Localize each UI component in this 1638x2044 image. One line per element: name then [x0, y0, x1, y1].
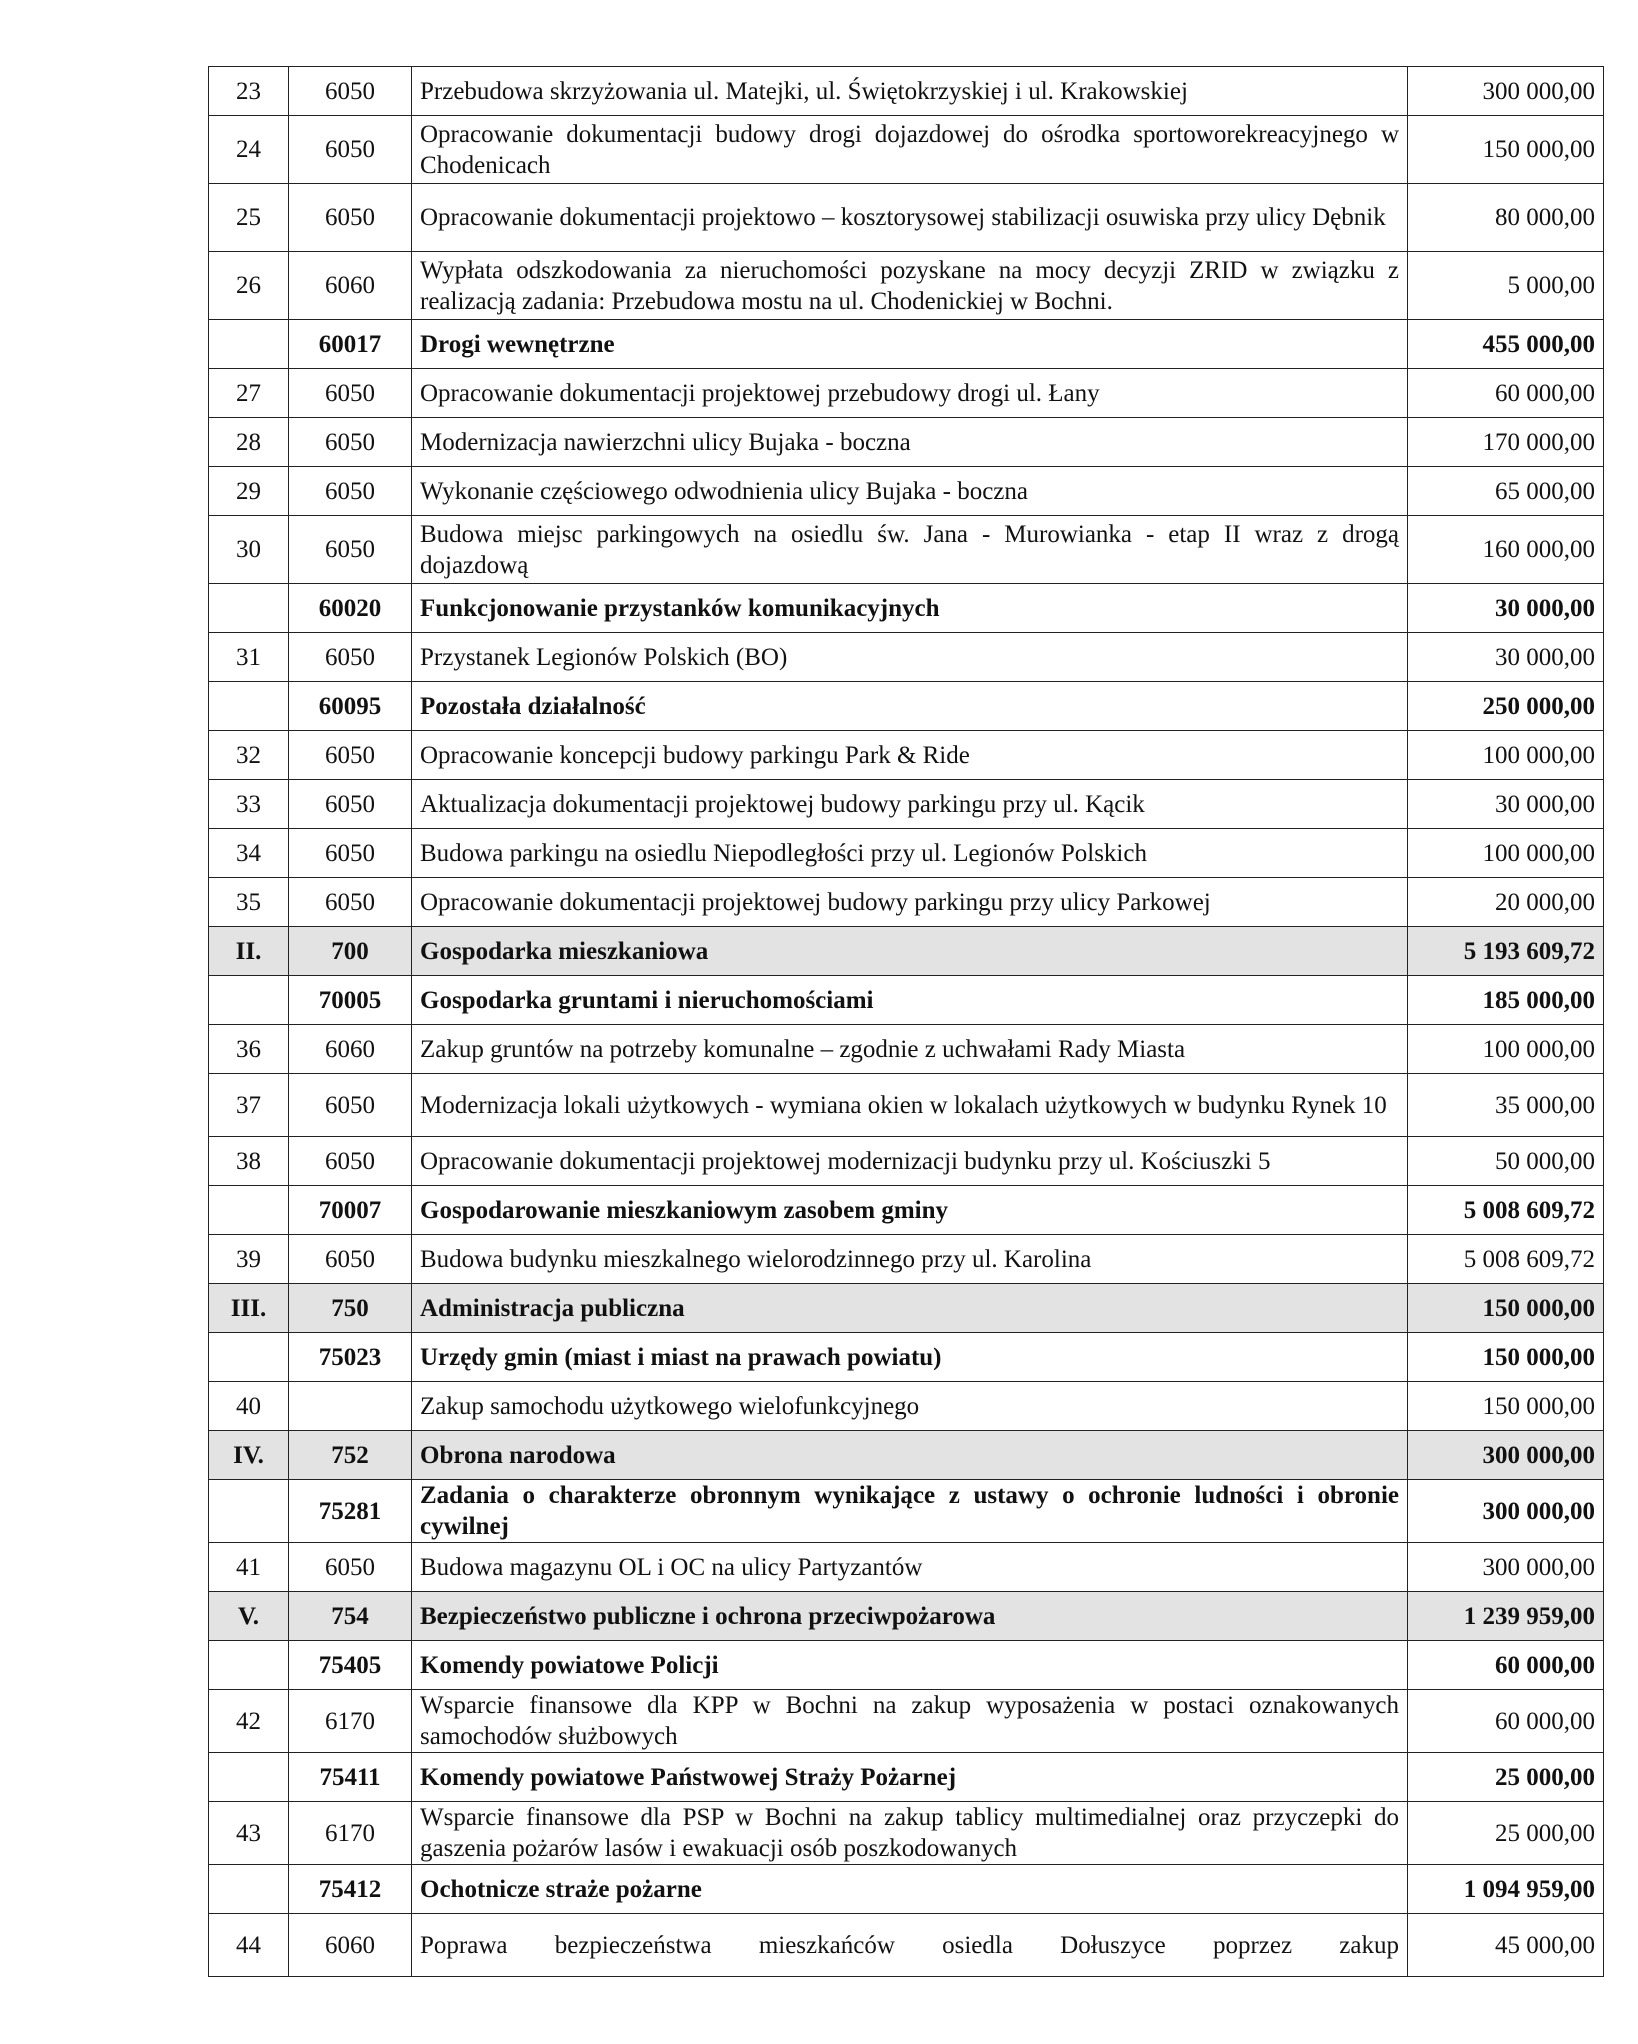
amount-cell: 150 000,00 — [1408, 1284, 1604, 1333]
classification-code-cell: 60020 — [289, 584, 412, 633]
amount-cell: 185 000,00 — [1408, 976, 1604, 1025]
table-row — [209, 1025, 1604, 1074]
row-number-cell — [209, 682, 289, 731]
classification-code-cell: 6050 — [289, 1074, 412, 1137]
table-row — [209, 1074, 1604, 1137]
row-number-cell: 24 — [209, 116, 289, 184]
classification-code-cell: 6050 — [289, 633, 412, 682]
classification-code-cell: 6050 — [289, 516, 412, 584]
classification-code-cell: 60017 — [289, 320, 412, 369]
classification-code-cell: 6050 — [289, 184, 412, 252]
table-row — [209, 116, 1604, 184]
description-cell: Opracowanie dokumentacji projektowej przebudowy drogi ul. Łany — [412, 369, 1408, 418]
classification-code-cell: 6050 — [289, 418, 412, 467]
amount-cell: 25 000,00 — [1408, 1753, 1604, 1802]
description-cell: Wsparcie finansowe dla PSP w Bochni na zakup tablicy multimedialnej oraz przyczepki do gaszenia pożarów lasów i ewakuacji osób poszkodowanych — [412, 1802, 1408, 1865]
row-number-cell — [209, 976, 289, 1025]
investment-budget-table — [208, 66, 1604, 1977]
table-row — [209, 252, 1604, 320]
amount-cell: 150 000,00 — [1408, 116, 1604, 184]
classification-code-cell: 6170 — [289, 1802, 412, 1865]
classification-code-cell: 75023 — [289, 1333, 412, 1382]
amount-cell: 5 193 609,72 — [1408, 927, 1604, 976]
row-number-cell: 42 — [209, 1690, 289, 1753]
classification-code-cell: 70007 — [289, 1186, 412, 1235]
description-cell: Opracowanie dokumentacji projektowej budowy parkingu przy ulicy Parkowej — [412, 878, 1408, 927]
classification-code-cell: 754 — [289, 1592, 412, 1641]
amount-cell: 150 000,00 — [1408, 1333, 1604, 1382]
row-number-cell: 37 — [209, 1074, 289, 1137]
row-number-cell: 30 — [209, 516, 289, 584]
description-cell: Ochotnicze straże pożarne — [412, 1865, 1408, 1914]
classification-code-cell: 75412 — [289, 1865, 412, 1914]
classification-code-cell: 6060 — [289, 252, 412, 320]
description-cell: Wykonanie częściowego odwodnienia ulicy Bujaka - boczna — [412, 467, 1408, 516]
row-number-cell: IV. — [209, 1431, 289, 1480]
row-number-cell: 31 — [209, 633, 289, 682]
row-number-cell: II. — [209, 927, 289, 976]
table-row — [209, 1802, 1604, 1865]
row-number-cell: 40 — [209, 1382, 289, 1431]
amount-cell: 300 000,00 — [1408, 1431, 1604, 1480]
description-cell: Modernizacja lokali użytkowych - wymiana okien w lokalach użytkowych w budynku Rynek 10 — [412, 1074, 1408, 1137]
row-number-cell — [209, 1641, 289, 1690]
description-cell: Komendy powiatowe Policji — [412, 1641, 1408, 1690]
subsection-row — [209, 1641, 1604, 1690]
amount-cell: 1 094 959,00 — [1408, 1865, 1604, 1914]
table-row — [209, 1235, 1604, 1284]
row-number-cell: 23 — [209, 67, 289, 116]
row-number-cell: 33 — [209, 780, 289, 829]
table-row — [209, 1914, 1604, 1977]
row-number-cell: 27 — [209, 369, 289, 418]
description-cell: Zakup gruntów na potrzeby komunalne – zgodnie z uchwałami Rady Miasta — [412, 1025, 1408, 1074]
classification-code-cell: 6050 — [289, 467, 412, 516]
amount-cell: 170 000,00 — [1408, 418, 1604, 467]
description-cell: Gospodarka mieszkaniowa — [412, 927, 1408, 976]
description-cell: Zadania o charakterze obronnym wynikające z ustawy o ochronie ludności i obronie cywilnej — [412, 1480, 1408, 1543]
row-number-cell: 25 — [209, 184, 289, 252]
classification-code-cell: 750 — [289, 1284, 412, 1333]
table-row — [209, 67, 1604, 116]
classification-code-cell: 6050 — [289, 1137, 412, 1186]
section-row — [209, 1431, 1604, 1480]
amount-cell: 60 000,00 — [1408, 1641, 1604, 1690]
classification-code-cell: 6170 — [289, 1690, 412, 1753]
table-row — [209, 1137, 1604, 1186]
table-row — [209, 1543, 1604, 1592]
row-number-cell: 44 — [209, 1914, 289, 1977]
description-cell: Zakup samochodu użytkowego wielofunkcyjnego — [412, 1382, 1408, 1431]
classification-code-cell: 75411 — [289, 1753, 412, 1802]
amount-cell: 30 000,00 — [1408, 633, 1604, 682]
description-cell: Komendy powiatowe Państwowej Straży Pożarnej — [412, 1753, 1408, 1802]
classification-code-cell: 6050 — [289, 829, 412, 878]
amount-cell: 50 000,00 — [1408, 1137, 1604, 1186]
section-row — [209, 1284, 1604, 1333]
row-number-cell: 35 — [209, 878, 289, 927]
table-row — [209, 780, 1604, 829]
subsection-row — [209, 682, 1604, 731]
amount-cell: 160 000,00 — [1408, 516, 1604, 584]
row-number-cell: 26 — [209, 252, 289, 320]
amount-cell: 5 000,00 — [1408, 252, 1604, 320]
row-number-cell: 32 — [209, 731, 289, 780]
section-row — [209, 927, 1604, 976]
amount-cell: 60 000,00 — [1408, 1690, 1604, 1753]
section-row — [209, 1592, 1604, 1641]
amount-cell: 1 239 959,00 — [1408, 1592, 1604, 1641]
description-cell: Budowa parkingu na osiedlu Niepodległości przy ul. Legionów Polskich — [412, 829, 1408, 878]
description-cell: Aktualizacja dokumentacji projektowej budowy parkingu przy ul. Kącik — [412, 780, 1408, 829]
classification-code-cell: 6050 — [289, 878, 412, 927]
subsection-row — [209, 1480, 1604, 1543]
description-cell: Obrona narodowa — [412, 1431, 1408, 1480]
amount-cell: 30 000,00 — [1408, 780, 1604, 829]
subsection-row — [209, 320, 1604, 369]
classification-code-cell: 6050 — [289, 780, 412, 829]
table-body — [209, 67, 1604, 1977]
description-cell: Administracja publiczna — [412, 1284, 1408, 1333]
row-number-cell: 38 — [209, 1137, 289, 1186]
description-cell: Pozostała działalność — [412, 682, 1408, 731]
amount-cell: 300 000,00 — [1408, 67, 1604, 116]
amount-cell: 250 000,00 — [1408, 682, 1604, 731]
classification-code-cell: 6050 — [289, 67, 412, 116]
amount-cell: 5 008 609,72 — [1408, 1235, 1604, 1284]
description-cell: Opracowanie koncepcji budowy parkingu Park & Ride — [412, 731, 1408, 780]
description-cell: Urzędy gmin (miast i miast na prawach powiatu) — [412, 1333, 1408, 1382]
description-cell: Poprawa bezpieczeństwa mieszkańców osiedla Dołuszyce poprzez zakup — [412, 1914, 1408, 1977]
description-cell: Budowa budynku mieszkalnego wielorodzinnego przy ul. Karolina — [412, 1235, 1408, 1284]
table-row — [209, 369, 1604, 418]
row-number-cell: V. — [209, 1592, 289, 1641]
table-row — [209, 878, 1604, 927]
row-number-cell: 28 — [209, 418, 289, 467]
amount-cell: 60 000,00 — [1408, 369, 1604, 418]
amount-cell: 100 000,00 — [1408, 731, 1604, 780]
amount-cell: 150 000,00 — [1408, 1382, 1604, 1431]
description-cell: Budowa magazynu OL i OC na ulicy Partyzantów — [412, 1543, 1408, 1592]
classification-code-cell: 6050 — [289, 1235, 412, 1284]
row-number-cell — [209, 584, 289, 633]
description-cell: Opracowanie dokumentacji projektowej modernizacji budynku przy ul. Kościuszki 5 — [412, 1137, 1408, 1186]
row-number-cell: III. — [209, 1284, 289, 1333]
classification-code-cell: 75281 — [289, 1480, 412, 1543]
classification-code-cell: 75405 — [289, 1641, 412, 1690]
amount-cell: 100 000,00 — [1408, 1025, 1604, 1074]
description-cell: Wsparcie finansowe dla KPP w Bochni na zakup wyposażenia w postaci oznakowanych samochodów służbowych — [412, 1690, 1408, 1753]
amount-cell: 300 000,00 — [1408, 1480, 1604, 1543]
row-number-cell: 41 — [209, 1543, 289, 1592]
classification-code-cell: 6060 — [289, 1025, 412, 1074]
amount-cell: 65 000,00 — [1408, 467, 1604, 516]
table-row — [209, 467, 1604, 516]
classification-code-cell: 70005 — [289, 976, 412, 1025]
classification-code-cell: 752 — [289, 1431, 412, 1480]
subsection-row — [209, 1333, 1604, 1382]
subsection-row — [209, 584, 1604, 633]
description-cell: Gospodarowanie mieszkaniowym zasobem gminy — [412, 1186, 1408, 1235]
table-row — [209, 1690, 1604, 1753]
row-number-cell — [209, 1186, 289, 1235]
table-row — [209, 633, 1604, 682]
description-cell: Bezpieczeństwo publiczne i ochrona przeciwpożarowa — [412, 1592, 1408, 1641]
table-row — [209, 731, 1604, 780]
table-row — [209, 1382, 1604, 1431]
table-row — [209, 184, 1604, 252]
row-number-cell: 39 — [209, 1235, 289, 1284]
description-cell: Modernizacja nawierzchni ulicy Bujaka - boczna — [412, 418, 1408, 467]
amount-cell: 300 000,00 — [1408, 1543, 1604, 1592]
amount-cell: 35 000,00 — [1408, 1074, 1604, 1137]
amount-cell: 80 000,00 — [1408, 184, 1604, 252]
description-cell: Funkcjonowanie przystanków komunikacyjnych — [412, 584, 1408, 633]
description-cell: Przebudowa skrzyżowania ul. Matejki, ul. Świętokrzyskiej i ul. Krakowskiej — [412, 67, 1408, 116]
row-number-cell: 29 — [209, 467, 289, 516]
amount-cell: 45 000,00 — [1408, 1914, 1604, 1977]
classification-code-cell: 60095 — [289, 682, 412, 731]
subsection-row — [209, 1865, 1604, 1914]
amount-cell: 5 008 609,72 — [1408, 1186, 1604, 1235]
classification-code-cell: 700 — [289, 927, 412, 976]
table-row — [209, 418, 1604, 467]
amount-cell: 20 000,00 — [1408, 878, 1604, 927]
amount-cell: 455 000,00 — [1408, 320, 1604, 369]
amount-cell: 30 000,00 — [1408, 584, 1604, 633]
subsection-row — [209, 1753, 1604, 1802]
classification-code-cell: 6050 — [289, 731, 412, 780]
table-row — [209, 516, 1604, 584]
classification-code-cell: 6050 — [289, 1543, 412, 1592]
row-number-cell — [209, 1753, 289, 1802]
amount-cell: 25 000,00 — [1408, 1802, 1604, 1865]
subsection-row — [209, 976, 1604, 1025]
row-number-cell: 43 — [209, 1802, 289, 1865]
description-cell: Wypłata odszkodowania za nieruchomości pozyskane na mocy decyzji ZRID w związku z realizacją zadania: Przebudowa mostu na ul. Chodenickiej w Bochni. — [412, 252, 1408, 320]
subsection-row — [209, 1186, 1604, 1235]
description-cell: Budowa miejsc parkingowych na osiedlu św. Jana - Murowianka - etap II wraz z drogą dojazdową — [412, 516, 1408, 584]
classification-code-cell: 6050 — [289, 369, 412, 418]
description-cell: Opracowanie dokumentacji budowy drogi dojazdowej do ośrodka sportoworekreacyjnego w Chodenicach — [412, 116, 1408, 184]
classification-code-cell: 6060 — [289, 1914, 412, 1977]
classification-code-cell — [289, 1382, 412, 1431]
row-number-cell: 36 — [209, 1025, 289, 1074]
description-cell: Gospodarka gruntami i nieruchomościami — [412, 976, 1408, 1025]
amount-cell: 100 000,00 — [1408, 829, 1604, 878]
row-number-cell — [209, 320, 289, 369]
description-cell: Przystanek Legionów Polskich (BO) — [412, 633, 1408, 682]
description-cell: Drogi wewnętrzne — [412, 320, 1408, 369]
row-number-cell — [209, 1480, 289, 1543]
row-number-cell — [209, 1333, 289, 1382]
classification-code-cell: 6050 — [289, 116, 412, 184]
row-number-cell — [209, 1865, 289, 1914]
table-row — [209, 829, 1604, 878]
description-cell: Opracowanie dokumentacji projektowo – kosztorysowej stabilizacji osuwiska przy ulicy Dębnik — [412, 184, 1408, 252]
row-number-cell: 34 — [209, 829, 289, 878]
